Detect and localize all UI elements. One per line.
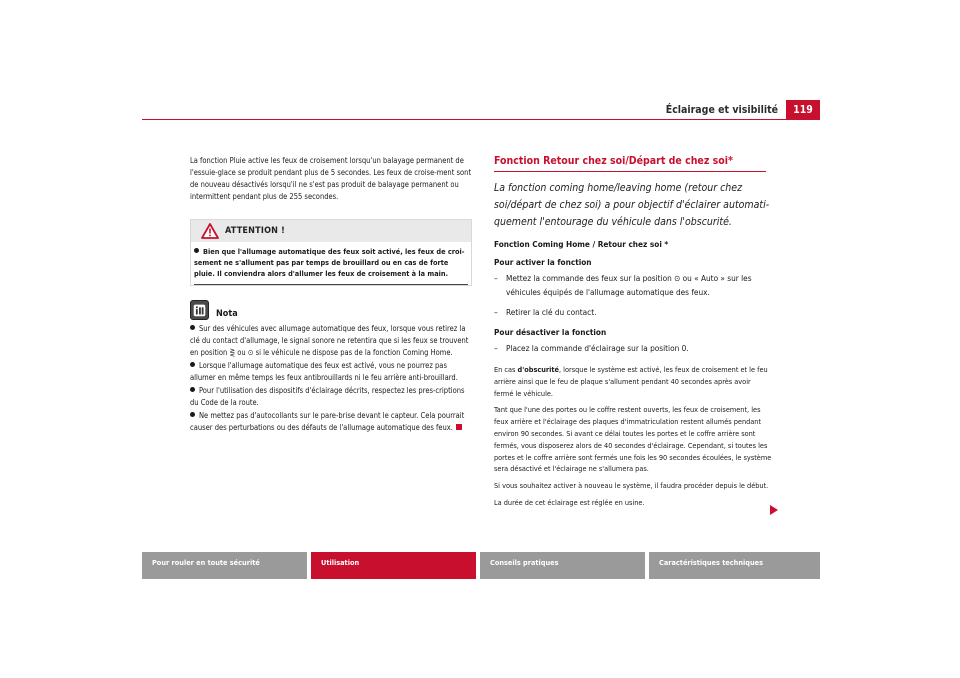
- subheading: Fonction Coming Home / Retour chez soi *: [494, 239, 669, 249]
- header-rule: [142, 119, 820, 120]
- note-header: [190, 300, 472, 322]
- section-intro: La fonction coming home/leaving home (retour chez soi/départ de chez soi) a pour objectif d'éclairer automati-quement l'entourage du véhicule dans l'obscurité.: [494, 182, 770, 228]
- note-item: Sur des véhicules avec allumage automatique des feux, lorsque vous retirez la clé du contact d'allumage, le signal sonore ne retentira que si les feux se trouvent en position ⋛ ou ⊙ si le véhicule ne dispose pas de la fonction Coming Home.: [190, 324, 469, 357]
- intro-paragraph: La fonction Pluie active les feux de croisement lorsqu'un balayage permanent de l'essuie-glace se produit pendant plus de 5 secondes. Les feux de croise-ment sont de nouveau désactivés lorsqu'il ne s'est pas produit de balayage permanent ou intermittent pendant plus de 255 secondes.: [190, 156, 472, 201]
- running-header-title: Éclairage et visibilité: [665, 104, 778, 116]
- section-rule: [494, 171, 766, 172]
- note-item: Pour l'utilisation des dispositifs d'éclairage décrits, respectez les pres-criptions du Code de la route.: [190, 386, 465, 407]
- footer-tab-technical-data[interactable]: Caractéristiques techniques: [649, 552, 820, 579]
- warning-triangle-icon: [201, 223, 219, 239]
- paragraph-doors: Tant que l'une des portes ou le coffre restent ouverts, les feux de croisement, les feux arrière et l'éclairage des plaques d'immatriculation restent allumés pendant environ 90 secondes. Si avant ce délai toutes les portes et le coffre arrière sont fermés, vous disposerez alors de 40 secondes d'éclairage. Cependant, si toutes les portes et le coffre arrière sont fermés une fois les 90 secondes écoulées, le système sera désactivé et l'éclairage ne s'allumera pas.: [494, 405, 772, 474]
- activate-label: Pour activer la fonction: [494, 257, 592, 267]
- left-column: [190, 155, 472, 434]
- deactivate-step: – Placez la commande d'éclairage sur la position 0.: [494, 343, 689, 353]
- footer-tab-safety[interactable]: Pour rouler en toute sécurité: [142, 552, 307, 579]
- activate-step: – Retirer la clé du contact.: [494, 307, 597, 317]
- footer-tab-practical-tips[interactable]: Conseils pratiques: [480, 552, 645, 579]
- note-title: Nota: [216, 309, 238, 319]
- note-icon: [190, 300, 209, 320]
- warning-header: [191, 220, 471, 242]
- right-column: [494, 155, 772, 514]
- warning-title: ATTENTION !: [225, 226, 286, 236]
- footer-tab-operation[interactable]: Utilisation: [311, 552, 476, 579]
- next-page-arrow-icon[interactable]: [770, 505, 778, 515]
- warning-box: [190, 219, 472, 286]
- deactivate-label: Pour désactiver la fonction: [494, 327, 607, 337]
- body-text: [494, 364, 772, 509]
- paragraph-restart: Si vous souhaitez activer à nouveau le système, il faudra procéder depuis le début.: [494, 481, 769, 491]
- paragraph-darkness: En cas d'obscurité, lorsque le système est activé, les feux de croisement et le feu arrière ainsi que le feu de plaque s'allument pendant 40 secondes après avoir fermé le véhicule.: [494, 365, 768, 398]
- section-title: Fonction Retour chez soi/Départ de chez soi*: [494, 155, 733, 167]
- note-item: Lorsque l'allumage automatique des feux est activé, vous ne pourrez pas allumer en même temps les feux antibrouillards ni le feu arrière anti-brouillard.: [190, 361, 458, 382]
- paragraph-duration: La durée de cet éclairage est réglée en usine.: [494, 497, 645, 507]
- warning-text: Bien que l'allumage automatique des feux soit activé, les feux de croi-sement ne s'allument pas par temps de brouillard ou en cas de forte pluie. Il conviendra alors d'allumer les feux de croisement à la main.: [194, 247, 465, 278]
- note-item: Ne mettez pas d'autocollants sur le pare-brise devant le capteur. Cela pourrait causer des perturbations ou des défauts de l'allumage automatique des feux.: [190, 411, 465, 432]
- section-end-mark: [456, 424, 462, 430]
- activate-step: – Mettez la commande des feux sur la position ⊙ ou « Auto » sur les véhicules équipés de l'allumage automatique des feux.: [494, 273, 752, 297]
- page-number: 119: [786, 100, 820, 120]
